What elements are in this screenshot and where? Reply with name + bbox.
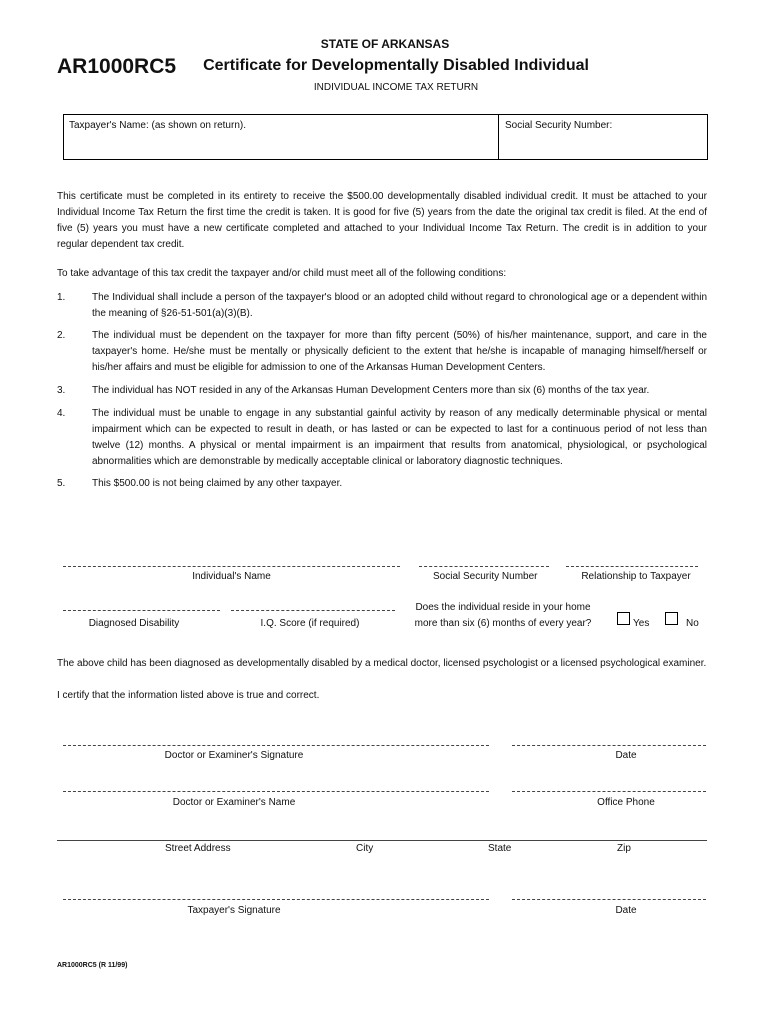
form-subtitle: INDIVIDUAL INCOME TAX RETURN bbox=[313, 82, 479, 93]
yes-checkbox[interactable] bbox=[617, 612, 630, 625]
individual-ssn-caption: Social Security Number bbox=[433, 571, 538, 582]
address-line[interactable] bbox=[57, 840, 707, 841]
condition-number: 4. bbox=[57, 408, 66, 419]
relationship-caption: Relationship to Taxpayer bbox=[581, 571, 691, 582]
doctor-name-caption: Doctor or Examiner's Name bbox=[172, 797, 296, 808]
diagnosed-disability-line[interactable] bbox=[63, 610, 220, 611]
taxpayer-date-line[interactable] bbox=[512, 899, 706, 900]
individual-ssn-line[interactable] bbox=[419, 566, 549, 567]
iq-score-line[interactable] bbox=[231, 610, 395, 611]
taxpayer-signature-caption: Taxpayer's Signature bbox=[187, 905, 281, 916]
office-phone-line[interactable] bbox=[512, 791, 706, 792]
individuals-name-line[interactable] bbox=[63, 566, 400, 567]
taxpayer-date-caption: Date bbox=[615, 905, 637, 916]
condition-number: 3. bbox=[57, 385, 66, 396]
doctor-date-caption: Date bbox=[615, 750, 637, 761]
condition-text: The individual must be unable to engage in any substantial gainful activity by reason of any medically determinable physical or mental impairment which can be expected to result in death, or has lasted or can be expected to last for a continuous period of not less than twelve (12) months. A physical or mental impairment is an impairment that results from anatomical, physiological, or psychological abnormalities which are demonstrable by medically acceptable clinical or laboratory diagnostic techniques. bbox=[92, 408, 707, 467]
conditions-intro: To take advantage of this tax credit the taxpayer and/or child must meet all of the following conditions: bbox=[57, 268, 507, 279]
certify-statement: I certify that the information listed above is true and correct. bbox=[57, 690, 320, 701]
box-divider bbox=[498, 114, 499, 160]
no-checkbox[interactable] bbox=[665, 612, 678, 625]
relationship-line[interactable] bbox=[566, 566, 698, 567]
condition-text: The Individual shall include a person of the taxpayer's blood or an adopted child without regard to chronological age or a dependent within the meaning of §26-51-501(a)(3)(B). bbox=[92, 292, 707, 319]
doctor-signature-line[interactable] bbox=[63, 745, 489, 746]
state-heading: STATE OF ARKANSAS bbox=[320, 37, 450, 51]
reside-question-line2: more than six (6) months of every year? bbox=[414, 618, 592, 629]
yes-label: Yes bbox=[633, 618, 650, 629]
individuals-name-caption: Individual's Name bbox=[192, 571, 271, 582]
form-footer: AR1000RC5 (R 11/99) bbox=[57, 962, 128, 969]
diagnosis-statement: The above child has been diagnosed as developmentally disabled by a medical doctor, licensed psychologist or a licensed psychological examiner. bbox=[57, 658, 707, 669]
reside-question-line1: Does the individual reside in your home bbox=[415, 602, 591, 613]
doctor-signature-caption: Doctor or Examiner's Signature bbox=[164, 750, 304, 761]
condition-text: The individual has NOT resided in any of the Arkansas Human Development Centers more than six (6) months of the tax year. bbox=[92, 385, 650, 396]
diagnosed-disability-caption: Diagnosed Disability bbox=[88, 618, 180, 629]
condition-number: 5. bbox=[57, 478, 66, 489]
taxpayer-signature-line[interactable] bbox=[63, 899, 489, 900]
condition-text: This $500.00 is not being claimed by any other taxpayer. bbox=[92, 478, 343, 489]
condition-text: The individual must be dependent on the taxpayer for more than fifty percent (50%) of his/her maintenance, support, and care in the taxpayer's home. He/she must be mentally or physically deficient to the extent that he/she is incapable of managing himself/herself or his/her affairs and must be eligible for admission to one of the Arkansas Human Development Centers. bbox=[92, 330, 707, 373]
doctor-name-line[interactable] bbox=[63, 791, 489, 792]
zip-caption: Zip bbox=[617, 843, 631, 854]
iq-score-caption: I.Q. Score (if required) bbox=[260, 618, 360, 629]
doctor-date-line[interactable] bbox=[512, 745, 706, 746]
condition-number: 1. bbox=[57, 292, 66, 303]
form-title: Certificate for Developmentally Disabled Individual bbox=[203, 57, 589, 74]
intro-paragraph: This certificate must be completed in its entirety to receive the $500.00 developmentally disabled individual credit. It must be attached to your Individual Income Tax Return the first time the credit is taken. It is good for five (5) years from the date the original tax credit is filed. At the end of five (5) years you must have a new certificate completed and attached to your Individual Income Tax Return. The credit is in addition to your regular dependent tax credit. bbox=[57, 191, 707, 250]
office-phone-caption: Office Phone bbox=[597, 797, 655, 808]
condition-number: 2. bbox=[57, 330, 66, 341]
no-label: No bbox=[686, 618, 699, 629]
taxpayer-ssn-field[interactable]: Social Security Number: bbox=[505, 120, 613, 131]
state-caption: State bbox=[488, 843, 512, 854]
street-address-caption: Street Address bbox=[165, 843, 231, 854]
taxpayer-name-field[interactable]: Taxpayer's Name: (as shown on return). bbox=[69, 120, 246, 131]
form-number: AR1000RC5 bbox=[57, 55, 177, 78]
city-caption: City bbox=[356, 843, 374, 854]
